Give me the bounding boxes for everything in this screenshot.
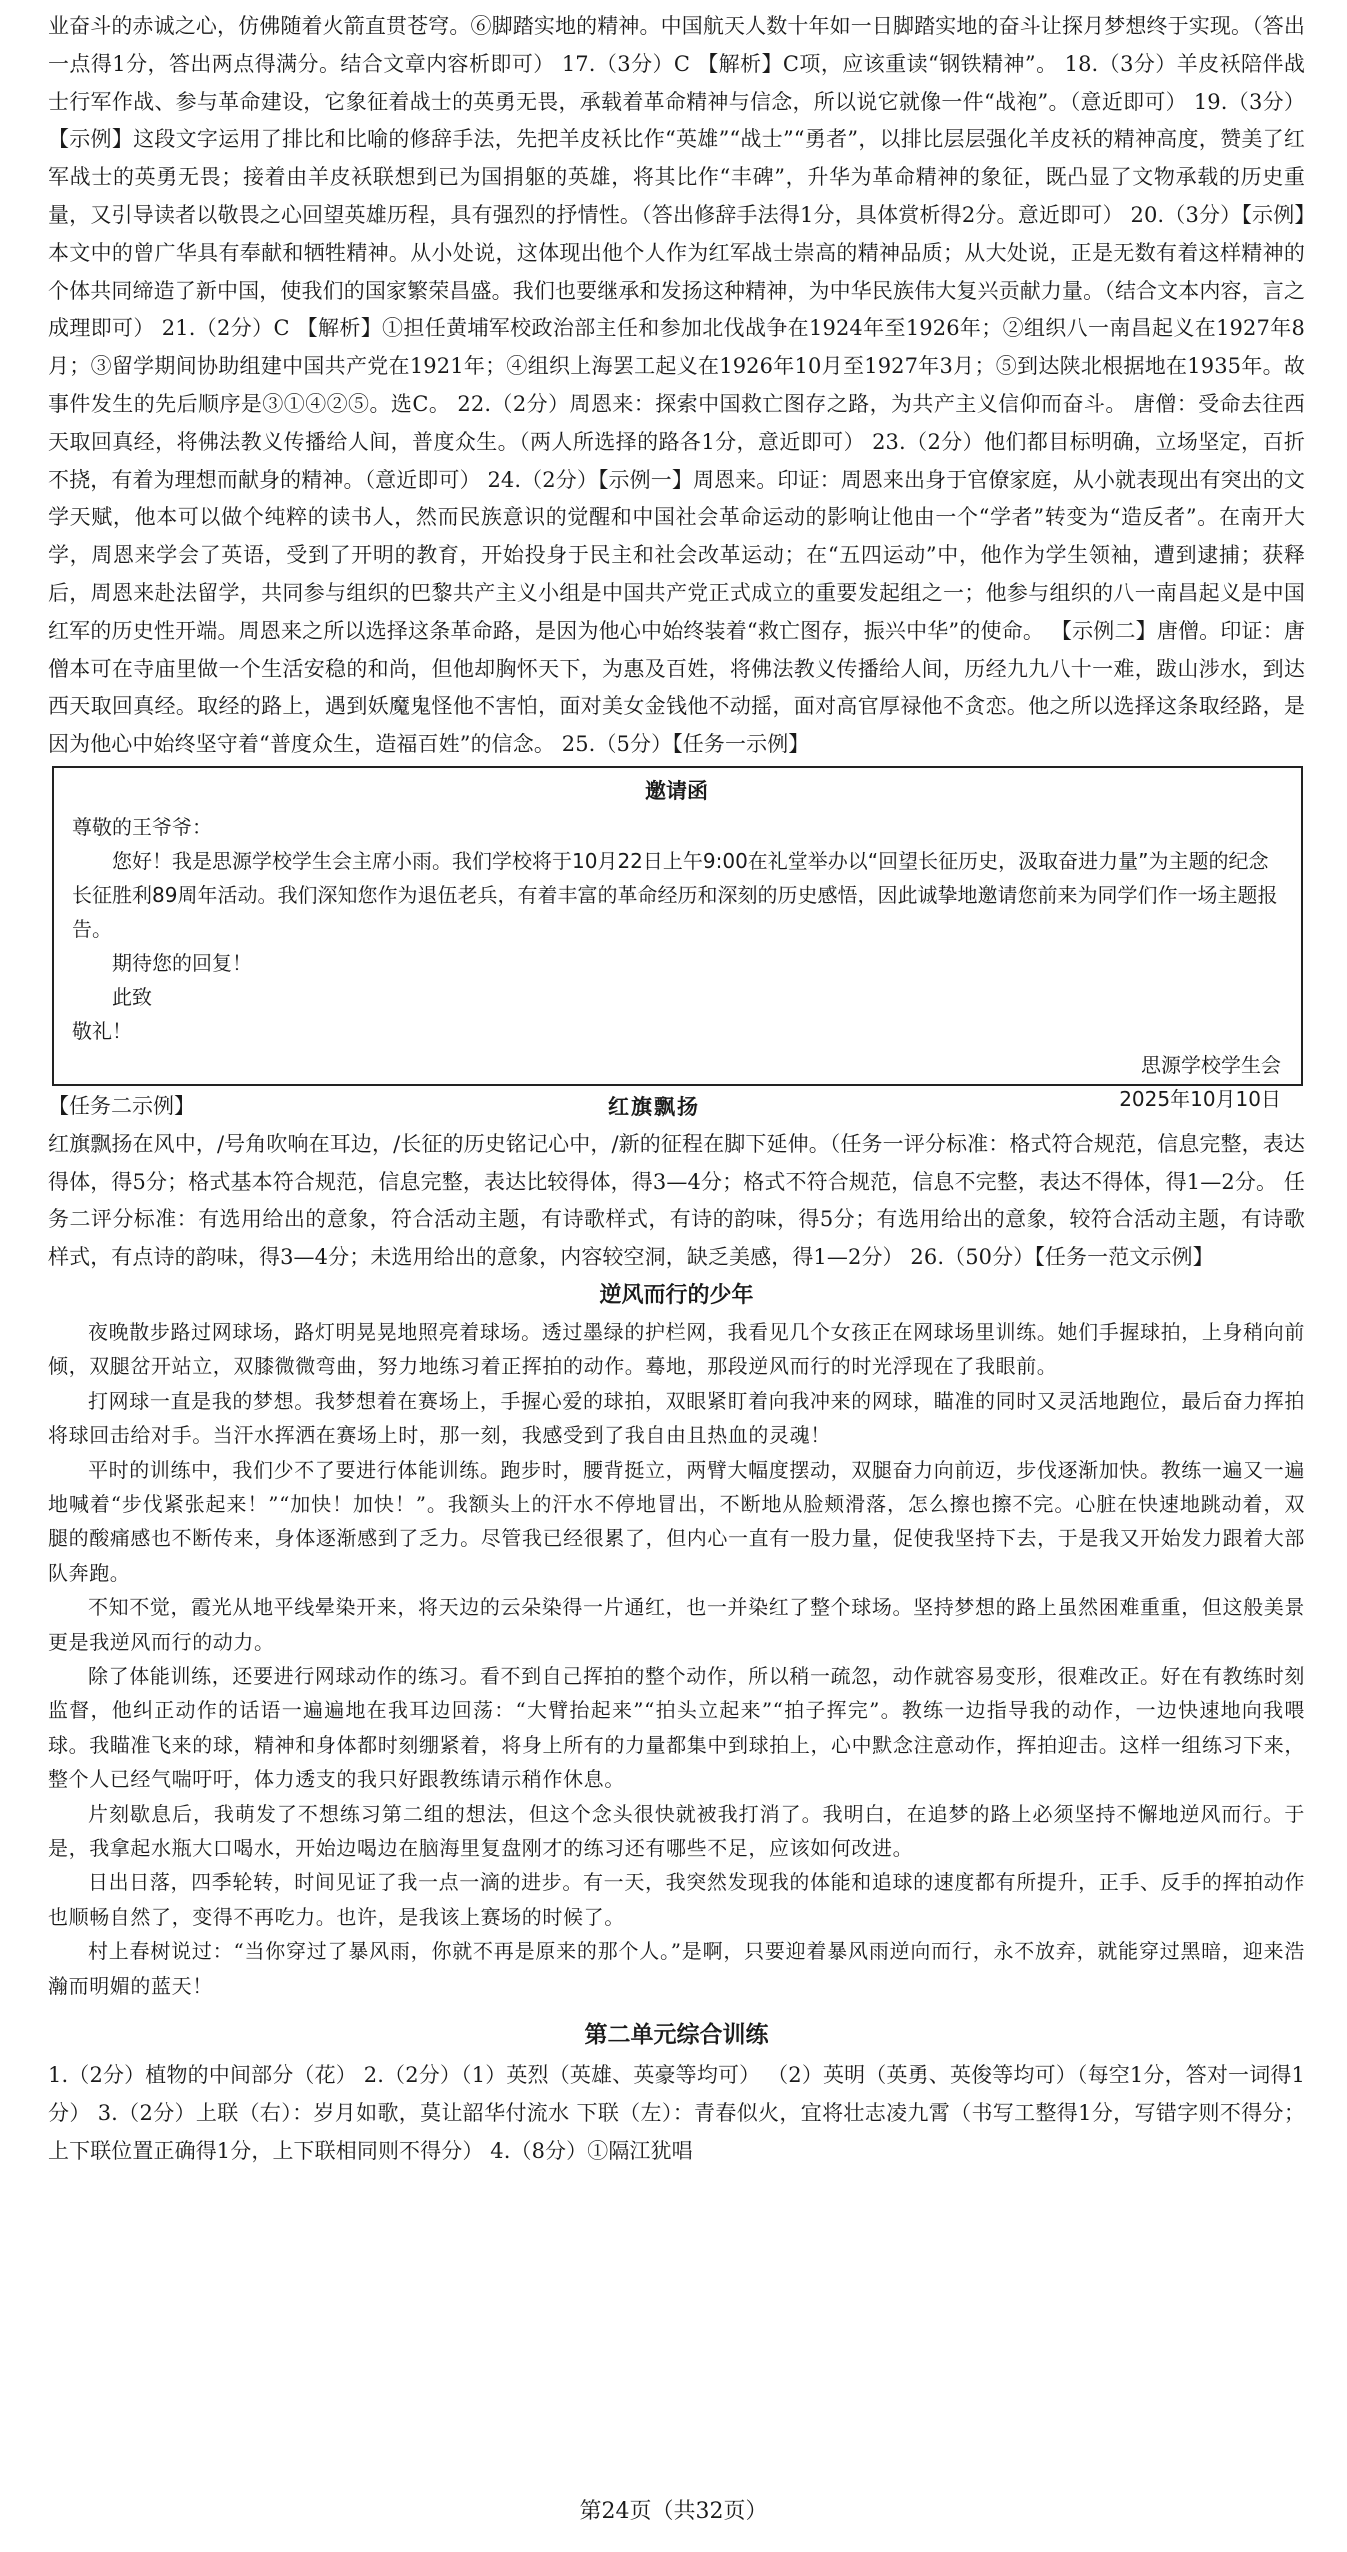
unit2-answers: 1.（2分）植物的中间部分（花） 2.（2分）（1）英烈（英雄、英豪等均可） （2）英明（英勇、英俊等均可）（每空1分，答对一词得1分） 3.（2分）上联（右）：岁月如歌，莫让韶华付流水 下联（左）：青春似火，宜将壮志凌九霄（书写工整得1分，写错字则不得分；上下联位置正确得1分，上下联相同则不得分） 4.（8分）①隔江犹唱 (48, 2063, 1305, 2163)
essay-paragraph: 打网球一直是我的梦想。我梦想着在赛场上，手握心爱的球拍，双眼紧盯着向我冲来的网球，瞄准的同时又灵活地跑位，最后奋力挥拍将球回击给对手。当汗水挥洒在赛场上时，那一刻，我感受到了我自由且热血的灵魂！ (48, 1388, 1305, 1448)
letter-sender: 思源学校学生会 (1141, 1052, 1281, 1077)
task2-tag: 【任务二示例】 (48, 1093, 195, 1118)
essay-paragraph: 片刻歇息后，我萌发了不想练习第二组的想法，但这个念头很快就被我打消了。我明白，在追梦的路上必须坚持不懈地逆风而行。于是，我拿起水瓶大口喝水，开始边喝边在脑海里复盘刚才的练习还有哪些不足，应该如何改进。 (48, 1801, 1305, 1861)
essay-paragraph: 村上春树说过：“当你穿过了暴风雨，你就不再是原来的那个人。”是啊，只要迎着暴风雨逆向而行，永不放弃，就能穿过黑暗，迎来浩瀚而明媚的蓝天！ (48, 1939, 1305, 1998)
letter-body: 您好！我是思源学校学生会主席小雨。我们学校将于10月22日上午9:00在礼堂举办以“回望长征历史，汲取奋进力量”为主题的纪念长征胜利89周年活动。我们深知您作为退伍老兵，有着丰富的革命经历和深刻的历史感悟，因此诚挚地邀请您前来为同学们作一场主题报告。 (72, 848, 1278, 941)
unit2-title: 第二单元综合训练 (584, 2022, 769, 2049)
letter-jing-li: 敬礼！ (72, 1018, 132, 1043)
letter-title: 邀请函 (645, 778, 708, 803)
letter-salutation: 尊敬的王爷爷： (72, 814, 212, 839)
essay-paragraph: 夜晚散步路过网球场，路灯明晃晃地照亮着球场。透过墨绿的护栏网，我看见几个女孩正在网球场里训练。她们手握球拍，上身稍向前倾，双腿岔开站立，双膝微微弯曲，努力地练习着正挥拍的动作。蓦地，那段逆风而行的时光浮现在了我眼前。 (48, 1319, 1305, 1379)
answers-top-block: 业奋斗的赤诚之心，仿佛随着火箭直贯苍穹。⑥脚踏实地的精神。中国航天人数十年如一日脚踏实地的奋斗让探月梦想终于实现。（答出一点得1分，答出两点得满分。结合文章内容析即可） 17.（3分）C 【解析】C项，应该重读“钢铁精神”。 18.（3分）羊皮袄陪伴战士行军作战、参与革命建设，它象征着战士的英勇无畏，承载着革命精神与信念，所以说它就像一件“战袍”。（意近即可） 19.（3分）【示例】这段文字运用了排比和比喻的修辞手法，先把羊皮袄比作“英雄”“战士”“勇者”，以排比层层强化羊皮袄的精神高度，赞美了红军战士的英勇无畏；接着由羊皮袄联想到已为国捐躯的英雄，将其比作“丰碑”，升华为革命精神的象征，既凸显了文物承载的历史重量，又引导读者以敬畏之心回望英雄历程，具有强烈的抒情性。（答出修辞手法得1分，具体赏析得2分。意近即可） 20.（3分）【示例】本文中的曾广华具有奉献和牺牲精神。从小处说，这体现出他个人作为红军战士崇高的精神品质；从大处说，正是无数有着这样精神的个体共同缔造了新中国，使我们的国家繁荣昌盛。我们也要继承和发扬这种精神，为中华民族伟大复兴贡献力量。（结合文本内容，言之成理即可） 21.（2分）C 【解析】①担任黄埔军校政治部主任和参加北伐战争在1924年至1926年；②组织八一南昌起义在1927年8月；③留学期间协助组建中国共产党在1921年；④组织上海罢工起义在1926年10月至1927年3月；⑤到达陕北根据地在1935年。故事件发生的先后顺序是③①④②⑤。选C。 22.（2分）周恩来：探索中国救亡图存之路，为共产主义信仰而奋斗。 唐僧：受命去往西天取回真经，将佛法教义传播给人间，普度众生。（两人所选择的路各1分，意近即可） 23.（2分）他们都目标明确，立场坚定，百折不挠，有着为理想而献身的精神。（意近即可） 24.（2分）【示例一】周恩来。印证：周恩来出身于官僚家庭，从小就表现出有突出的文学天赋，他本可以做个纯粹的读书人，然而民族意识的觉醒和中国社会革命运动的影响让他由一个“学者”转变为“造反者”。在南开大学，周恩来学会了英语，受到了开明的教育，开始投身于民主和社会改革运动；在“五四运动”中，他作为学生领袖，遭到逮捕；获释后，周恩来赴法留学，共同参与组织的巴黎共产主义小组是中国共产党正式成立的重要发起组之一；他参与组织的八一南昌起义是中国红军的历史性开端。周恩来之所以选择这条革命路，是因为他心中始终装着“救亡图存，振兴中华”的使命。 【示例二】唐僧。印证：唐僧本可在寺庙里做一个生活安稳的和尚，但他却胸怀天下，为惠及百姓，将佛法教义传播给人间，历经九九八十一难，跋山涉水，到达西天取回真经。取经的路上，遇到妖魔鬼怪他不害怕，面对美女金钱他不动摇，面对高官厚禄他不贪恋。他之所以选择这条取经路，是因为他心中始终坚守着“普度众生，造福百姓”的信念。 25.（5分）【任务一示例】 (48, 14, 1305, 757)
essay-title: 逆风而行的少年 (599, 1282, 754, 1308)
poem-title: 红旗飘扬 (608, 1093, 700, 1119)
essay-paragraph: 不知不觉，霞光从地平线晕染开来，将天边的云朵染得一片通红，也一并染红了整个球场。坚持梦想的路上虽然困难重重，但这般美景更是我逆风而行的动力。 (48, 1595, 1305, 1654)
essay-paragraph: 除了体能训练，还要进行网球动作的练习。看不到自己挥拍的整个动作，所以稍一疏忽，动作就容易变形，很难改正。好在有教练时刻监督，他纠正动作的话语一遍遍地在我耳边回荡：“大臂抬起来”“拍头立起来”“拍子挥完”。教练一边指导我的动作，一边快速地向我喂球。我瞄准飞来的球，精神和身体都时刻绷紧着，将身上所有的力量都集中到球拍上，心中默念注意动作，挥拍迎击。这样一组练习下来，整个人已经气喘吁吁，体力透支的我只好跟教练请示稍作休息。 (48, 1663, 1305, 1792)
task2-text: 红旗飘扬在风中，/号角吹响在耳边，/长征的历史铭记心中，/新的征程在脚下延伸。（任务一评分标准：格式符合规范，信息完整，表达得体，得5分；格式基本符合规范，信息完整，表达比较得体，得3—4分；格式不符合规范，信息不完整，表达不得体，得1—2分。 任务二评分标准：有选用给出的意象，符合活动主题，有诗歌样式，有诗的韵味，得5分；有选用给出的意象，较符合活动主题，有诗歌样式，有点诗的韵味，得3—4分；未选用给出的意象，内容较空洞，缺乏美感，得1—2分） 26.（50分）【任务一范文示例】 (48, 1131, 1305, 1270)
essay-paragraph: 平时的训练中，我们少不了要进行体能训练。跑步时，腰背挺立，两臂大幅度摆动，双腿奋力向前迈，步伐逐渐加快。教练一遍又一遍地喊着“步伐紧张起来！”“加快！加快！”。我额头上的汗水不停地冒出，不断地从脸颊滑落，怎么擦也擦不完。心脏在快速地跳动着，双腿的酸痛感也不断传来，身体逐渐感到了乏力。尽管我已经很累了，但内心一直有一股力量，促使我坚持下去，于是我又开始发力跟着大部队奔跑。 (48, 1457, 1305, 1585)
task2-header-row (48, 1088, 1305, 1126)
letter-closing-line: 期待您的回复！ (112, 950, 252, 975)
letter-date: 2025年10月10日 (1119, 1086, 1281, 1111)
essay-paragraph: 日出日落，四季轮转，时间见证了我一点一滴的进步。有一天，我突然发现我的体能和追球的速度都有所提升，正手、反手的挥拍动作也顺畅自然了，变得不再吃力。也许，是我该上赛场的时候了。 (48, 1870, 1305, 1929)
letter-ci-zhi: 此致 (112, 984, 152, 1009)
page-number-footer: 第24页（共32页） (579, 2499, 768, 2524)
